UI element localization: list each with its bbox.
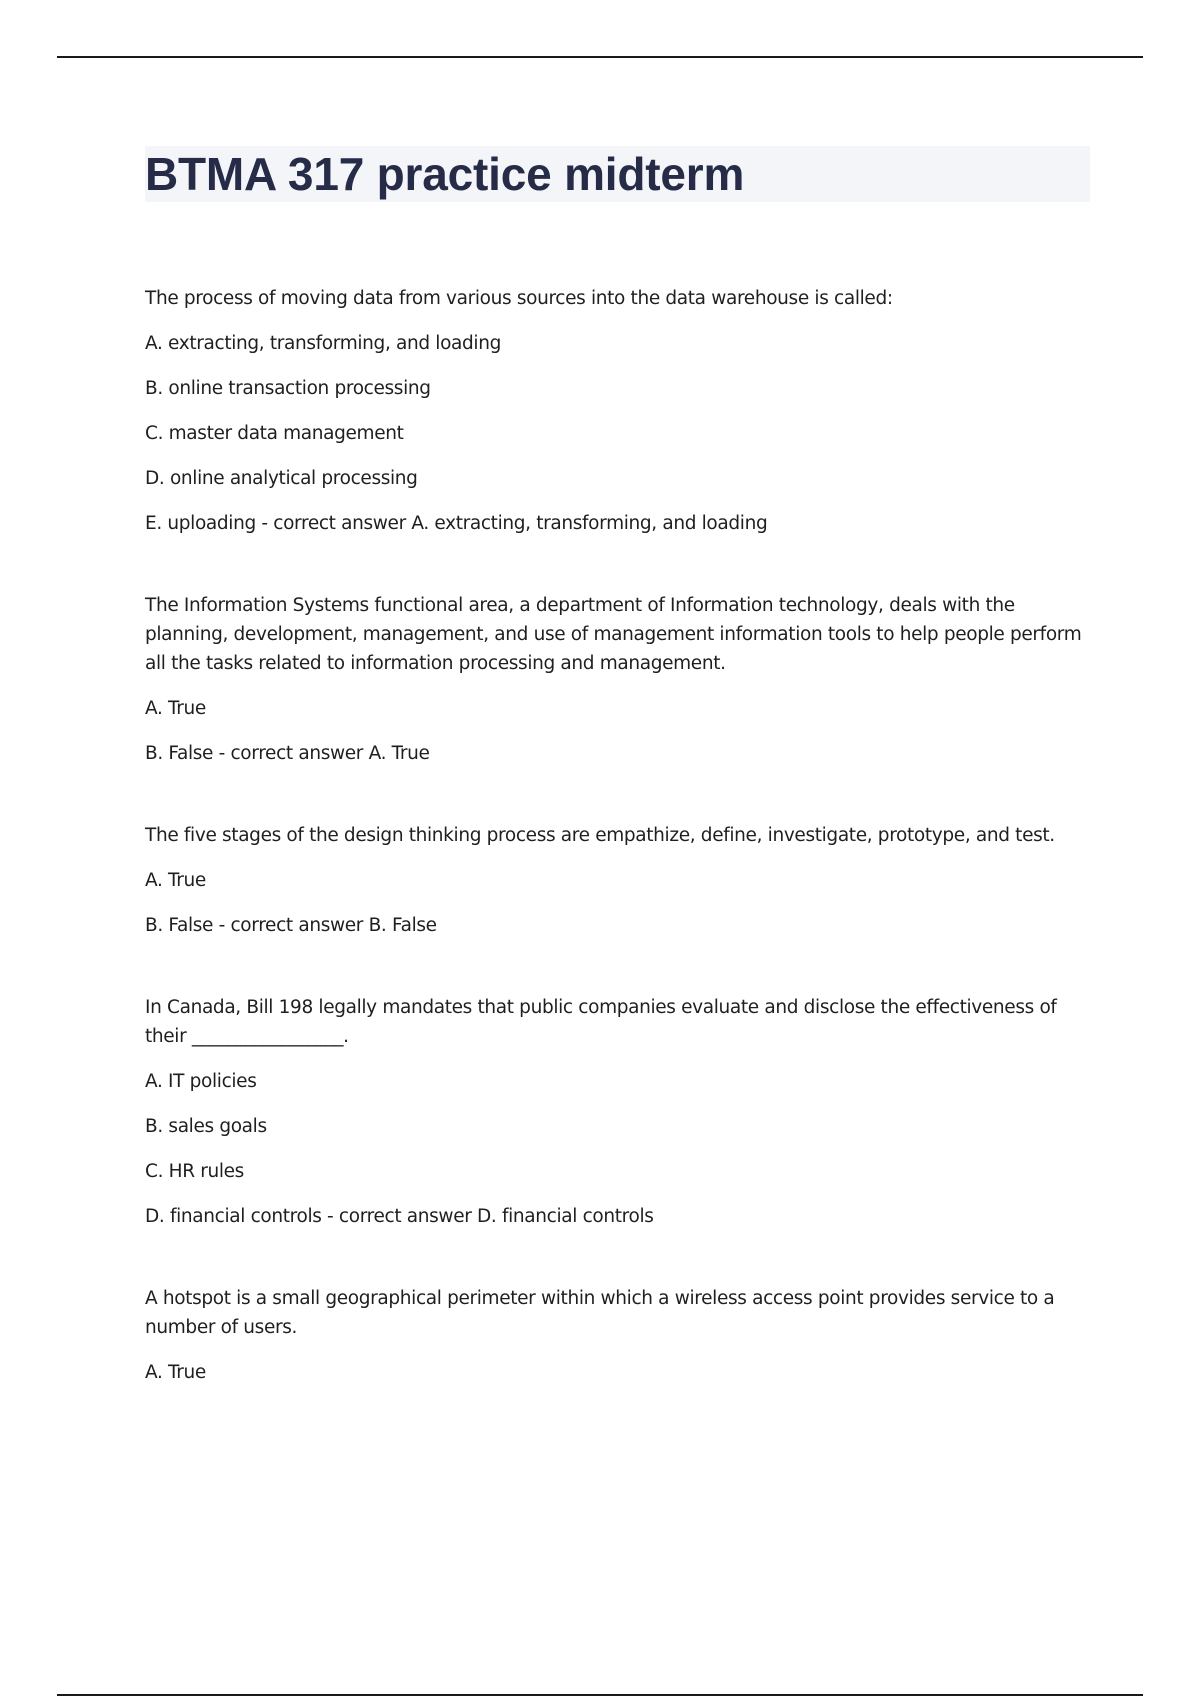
option-item: B. sales goals [145,1116,267,1137]
question-text: The Information Systems functional area, a department of Information technology, deals with the planning, development, management, and use of management information tools to help people perform all the tasks related to information processing and management. [145,595,1082,674]
question-text: The process of moving data from various sources into the data warehouse is called: [145,288,893,309]
option-item: B. False - correct answer B. False [145,915,437,936]
option-item: D. online analytical processing [145,468,418,489]
option-item: A. True [145,1362,206,1383]
option-list [145,694,1090,768]
question-4 [145,993,1090,1231]
option-item: C. master data management [145,423,404,444]
document-title: BTMA 317 practice midterm [145,148,745,200]
option-list [145,866,1090,940]
option-item: E. uploading - correct answer A. extracting, transforming, and loading [145,513,768,534]
question-text: In Canada, Bill 198 legally mandates that public companies evaluate and disclose the effectiveness of their _________________. [145,997,1057,1047]
option-item: A. IT policies [145,1071,257,1092]
option-item: A. extracting, transforming, and loading [145,333,501,354]
option-list [145,1067,1090,1231]
option-item: A. True [145,698,206,719]
document-body [145,146,1090,1440]
question-3 [145,821,1090,940]
question-5 [145,1284,1090,1387]
option-item: A. True [145,870,206,891]
option-list [145,329,1090,538]
question-1 [145,284,1090,538]
question-text: A hotspot is a small geographical perimeter within which a wireless access point provides service to a number of users. [145,1288,1055,1338]
question-list [145,284,1090,1387]
question-text: The five stages of the design thinking process are empathize, define, investigate, prototype, and test. [145,825,1055,846]
option-item: B. False - correct answer A. True [145,743,430,764]
title-band [145,146,1090,202]
option-item: C. HR rules [145,1161,244,1182]
option-item: B. online transaction processing [145,378,431,399]
question-2 [145,591,1090,768]
option-item: D. financial controls - correct answer D. financial controls [145,1206,654,1227]
header-rule [57,56,1143,58]
option-list [145,1358,1090,1387]
footer-rule [57,1694,1143,1696]
